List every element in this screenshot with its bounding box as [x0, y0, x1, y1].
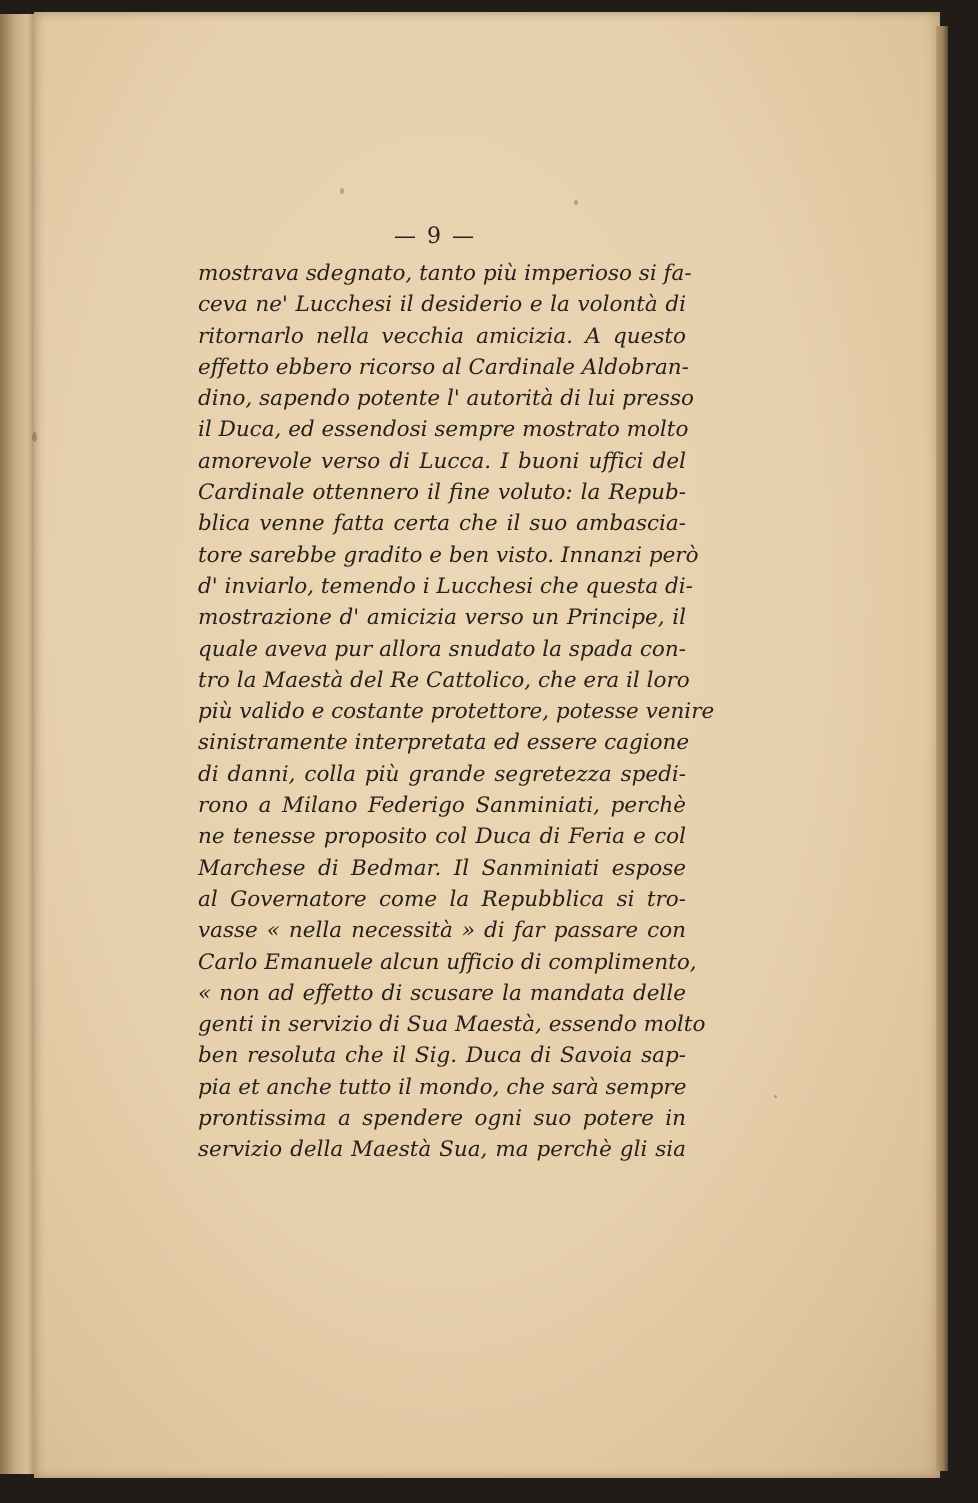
paper-speck: [32, 432, 37, 442]
text-line: mostrazione d' amicizia verso un Principe, il: [198, 605, 686, 631]
text-line: vasse « nella necessità » di far passare con: [198, 918, 686, 944]
text-line: dino, sapendo potente l' autorità di lui presso: [198, 386, 694, 412]
text-line: di danni, colla più grande segretezza spedi-: [198, 761, 686, 787]
text-line: blica venne fatta certa che il suo ambascia-: [198, 511, 686, 537]
paper-speck: [774, 1095, 777, 1098]
page-number: — 9 —: [394, 224, 476, 249]
facing-page-edge: [0, 14, 36, 1474]
text-line: quale aveva pur allora snudato la spada con-: [198, 636, 686, 662]
text-line: pia et anche tutto il mondo, che sarà sempre: [198, 1074, 687, 1100]
text-line: Marchese di Bedmar. Il Sanminiati espose: [198, 855, 686, 881]
text-line: « non ad effetto di scusare la mandata delle: [198, 980, 686, 1006]
book-page: [34, 12, 940, 1478]
paper-speck: [574, 200, 578, 205]
text-line: d' inviarlo, temendo i Lucchesi che questa di-: [198, 573, 693, 599]
page-fore-edge: [936, 26, 948, 1471]
text-line: più valido e costante protettore, potesse venire: [198, 699, 715, 725]
text-line: prontissima a spendere ogni suo potere in: [198, 1106, 686, 1132]
text-line: tro la Maestà del Re Cattolico, che era il loro: [198, 667, 690, 693]
text-line: mostrava sdegnato, tanto più imperioso si fa-: [198, 261, 692, 286]
text-line: Carlo Emanuele alcun ufficio di complimento,: [198, 949, 697, 975]
text-line: Cardinale ottennero il fine voluto: la Repub-: [198, 480, 686, 506]
text-line: il Duca, ed essendosi sempre mostrato molto: [198, 417, 689, 443]
paper-speck: [340, 188, 344, 194]
text-line: al Governatore come la Repubblica si tro-: [198, 886, 686, 912]
text-line: amorevole verso di Lucca. I buoni uffici del: [198, 448, 686, 474]
body-text: [198, 258, 715, 1166]
text-line: ceva ne' Lucchesi il desiderio e la volontà di: [198, 292, 686, 318]
text-line: ben resoluta che il Sig. Duca di Savoia sap-: [198, 1043, 686, 1069]
text-line: rono a Milano Federigo Sanminiati, perchè: [198, 793, 686, 819]
text-line: tore sarebbe gradito e ben visto. Innanzi però: [198, 542, 699, 568]
text-line: servizio della Maestà Sua, ma perchè gli sia: [198, 1137, 686, 1163]
text-line: genti in servizio di Sua Maestà, essendo molto: [198, 1012, 706, 1038]
text-line: ne tenesse proposito col Duca di Feria e col: [198, 824, 686, 850]
text-line: ritornarlo nella vecchia amicizia. A questo: [198, 323, 686, 349]
text-line: sinistramente interpretata ed essere cagione: [198, 730, 690, 756]
text-line: effetto ebbero ricorso al Cardinale Aldobran-: [198, 354, 689, 380]
